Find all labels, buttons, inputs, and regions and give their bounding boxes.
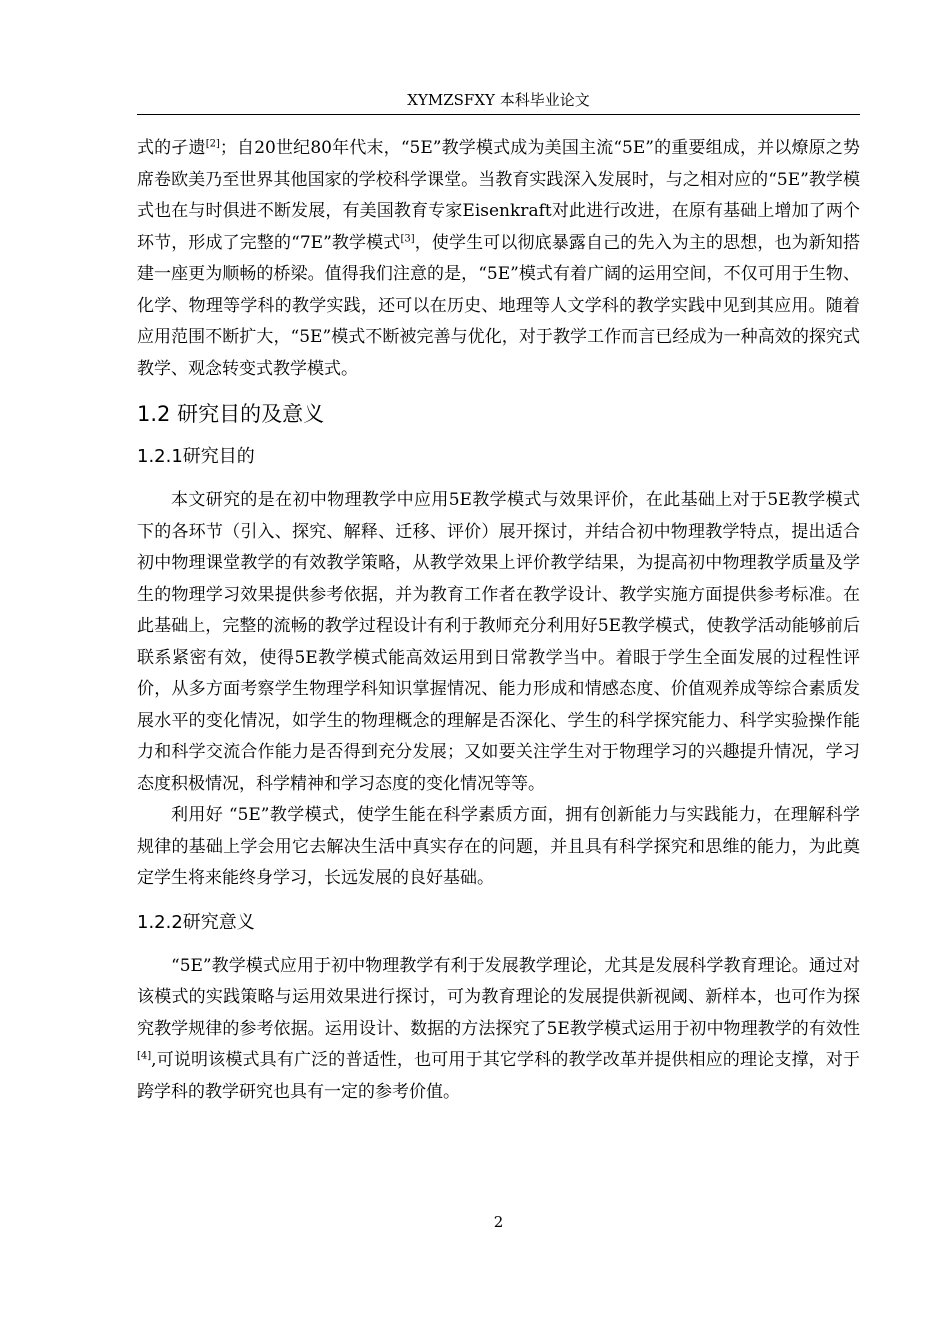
intro-text-part-3: ，使学生可以彻底暴露自己的先入为主的思想，也为新知搭建一座更为顺畅的桥梁。值得我们注意的是，“5E”模式有着广阔的运用空间，不仅可用于生物、化学、物理等学科的教学实践，还可以在历史、地理等人文学科的教学实践中见到其应用。随着应用范围不断扩大，“5E”模式不断被完善与优化，对于教学工作而言已经成为一种高效的探究式教学、观念转变式教学模式。: [137, 232, 861, 379]
section-heading-1-2: 1.2 研究目的及意义: [137, 402, 325, 426]
intro-text-part-2: ；自20世纪80年代末，“5E”教学模式成为美国主流“5E”的重要组成，并以燎原之势席卷欧美乃至世界其他国家的学校科学课堂。当教育实践深入发展时，与之相对应的“5E”教学模式也在与时俱进不断发展，有美国教育专家Eisenkraft对此进行改进，在原有基础上增加了两个环节，形成了完整的“7E”教学模式: [137, 138, 860, 253]
citation-3: [3]: [400, 232, 415, 244]
significance-paragraph: [137, 951, 860, 1109]
running-header: XYMZSFXY 本科毕业论文: [407, 91, 590, 109]
purpose-paragraph-2: 利用好 “5E”教学模式，使学生能在科学素质方面，拥有创新能力与实践能力，在理解科学规律的基础上学会用它去解决生活中真实存在的问题，并且具有科学探究和思维的能力，为此奠定学生将来能终身学习，长远发展的良好基础。: [137, 805, 860, 888]
section-heading-1-2-1: 1.2.1研究目的: [137, 446, 255, 467]
citation-2: [2]: [205, 138, 220, 150]
body-text: [137, 133, 860, 1108]
purpose-paragraph-1: 本文研究的是在初中物理教学中应用5E教学模式与效果评价，在此基础上对于5E教学模式下的各环节（引入、探究、解释、迁移、评价）展开探讨，并结合初中物理教学特点，提出适合初中物理课堂教学的有效教学策略，从教学效果上评价教学结果，为提高初中物理教学质量及学生的物理学习效果提供参考依据，并为教育工作者在教学设计、教学实施方面提供参考标准。在此基础上，完整的流畅的教学过程设计有利于教师充分利用好5E教学模式，使教学活动能够前后联系紧密有效，使得5E教学模式能高效运用到日常教学当中。着眼于学生全面发展的过程性评价，从多方面考察学生物理学科知识掌握情况、能力形成和情感态度、价值观养成等综合素质发展水平的变化情况，如学生的物理概念的理解是否深化、学生的科学探究能力、科学实验操作能力和科学交流合作能力是否得到充分发展；又如要关注学生对于物理学习的兴趣提升情况，学习态度积极情况，科学精神和学习态度的变化情况等等。: [137, 490, 860, 794]
intro-text-part-1: 式的孑遗: [137, 138, 206, 158]
significance-text-part-2: ,可说明该模式具有广泛的普适性，也可用于其它学科的教学改革并提供相应的理论支撑，对于跨学科的教学研究也具有一定的参考价值。: [137, 1050, 860, 1102]
section-heading-1-2-2: 1.2.2研究意义: [137, 911, 255, 933]
header-rule: [137, 114, 860, 115]
page-number: 2: [493, 1213, 504, 1231]
significance-text-part-1: “5E”教学模式应用于初中物理教学有利于发展教学理论，尤其是发展科学教育理论。通过对该模式的实践策略与运用效果进行探讨，可为教育理论的发展提供新视阈、新样本，也可作为探究教学规律的参考依据。运用设计、数据的方法探究了5E教学模式运用于初中物理教学的有效性: [137, 955, 860, 1039]
intro-paragraph: [137, 133, 860, 385]
citation-4: [4]: [137, 1050, 152, 1062]
